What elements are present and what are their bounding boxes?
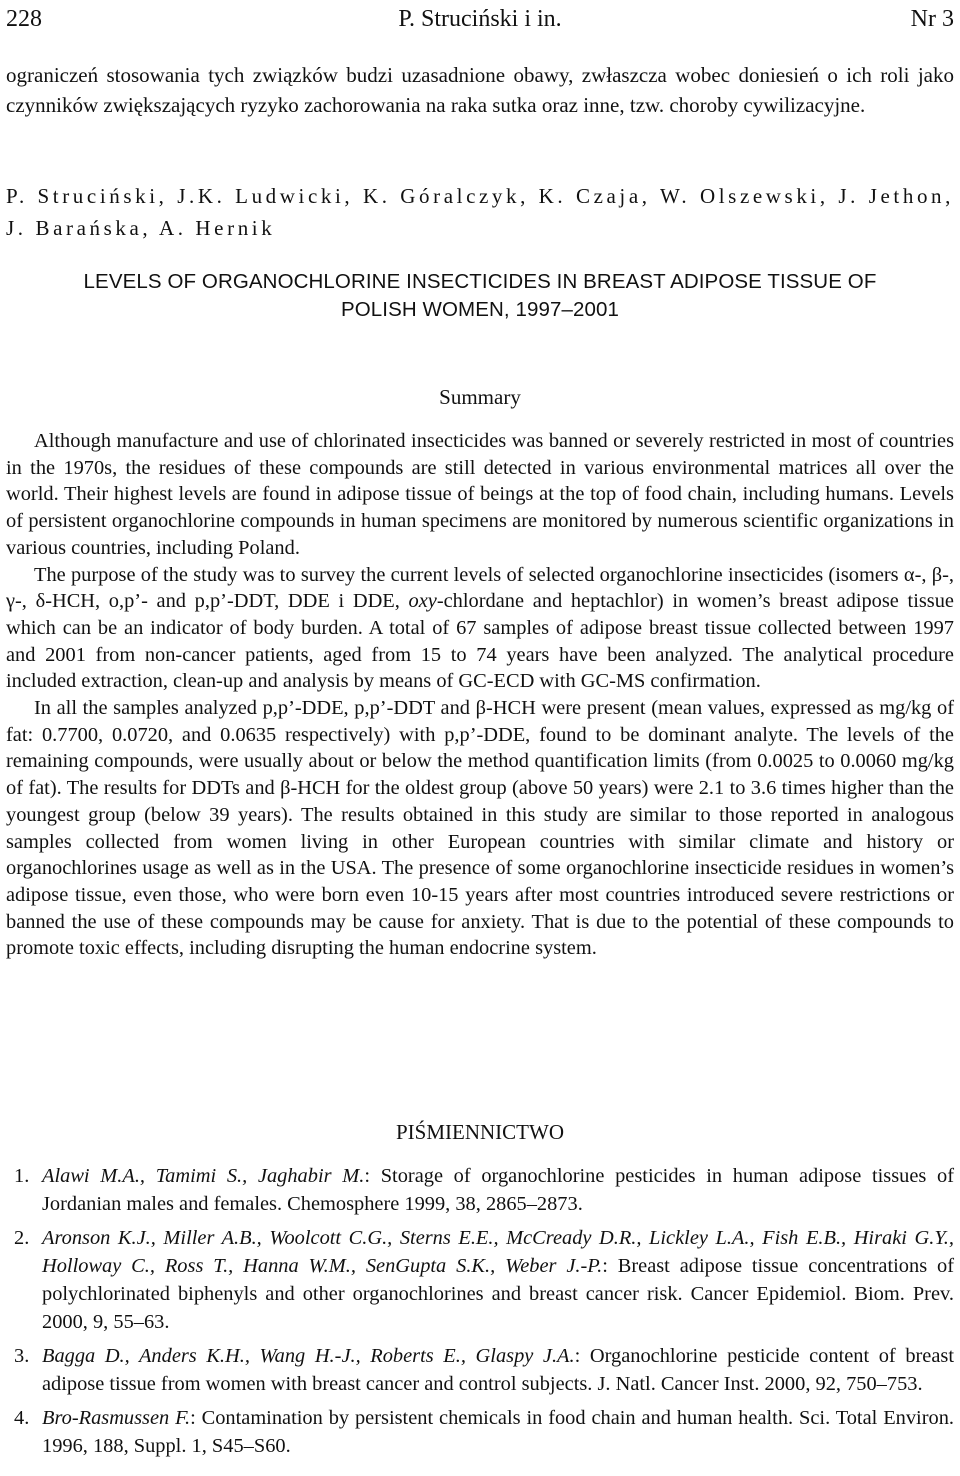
- title-line-1: LEVELS OF ORGANOCHLORINE INSECTICIDES IN BREAST ADIPOSE TISSUE OF: [83, 270, 877, 293]
- page-number: 228: [6, 6, 42, 32]
- summary-p2-start: The purpose of the study was to survey the current levels of selected organochlorine insecticides (isomers α-, β-, γ-, δ-HCH, o,p’- and p,p’-DDT, DDE i DDE,: [6, 563, 954, 613]
- summary-paragraph-2: [6, 562, 954, 696]
- reference-number: 3.: [14, 1345, 30, 1367]
- intro-paragraph: ograniczeń stosowania tych związków budzi uzasadnione obawy, zwłaszcza wobec doniesień o ich roli jako czynników zwiększających ryzyko zachorowania na raka sutka oraz inne, tzw. choroby cywilizacyjne.: [6, 63, 954, 117]
- running-title: P. Struciński i in.: [398, 6, 562, 32]
- reference-text: : Breast adipose tissue concentrations of polychlorinated biphenyls and other organochlorines and breast cancer risk. Cancer Epidemiol. Biom. Prev. 2000, 9, 55–63.: [42, 1255, 954, 1333]
- reference-number: 4.: [14, 1407, 30, 1429]
- reference-item: [6, 1162, 954, 1218]
- reference-text: : Organochlorine pesticide content of breast adipose tissue from women with breast cancer and control subjects. J. Natl. Cancer Inst. 2000, 92, 750–753.: [42, 1345, 955, 1395]
- page-header: [6, 2, 954, 36]
- reference-authors: Bagga D., Anders K.H., Wang H.-J., Roberts E., Glaspy J.A.: [42, 1345, 575, 1367]
- reference-item: [6, 1342, 954, 1398]
- summary-p2-end: -chlordane and heptachlor) in women’s breast adipose tissue which can be an indicator of body burden. A total of 67 samples of adipose breast tissue collected between 1997 and 2001 from non-cancer patients, aged from 15 to 74 years have been analyzed. The analytical procedure included extraction, clean-up and analysis by means of GC-ECD with GC-MS confirmation.: [6, 590, 954, 693]
- reference-item: [6, 1224, 954, 1336]
- reference-item: [6, 1404, 954, 1460]
- summary-heading: Summary: [439, 385, 521, 409]
- title-line-2: POLISH WOMEN, 1997–2001: [340, 298, 620, 321]
- reference-authors: Aronson K.J., Miller A.B., Woolcott C.G., Sterns E.E., McCready D.R., Lickley L.A., Fish E.B., Hiraki G.Y., Holloway C., Ross T., Hanna W.M., SenGupta S.K., Weber J.-P.: [42, 1227, 954, 1277]
- reference-list: [6, 1162, 954, 1466]
- author-list: P. Struciński, J.K. Ludwicki, K. Góralczyk, K. Czaja, W. Olszewski, J. Jethon, J. Barańska, A. Hernik: [6, 184, 954, 240]
- references-heading: PIŚMIENNICTWO: [396, 1120, 564, 1144]
- article-title: [0, 268, 960, 324]
- summary-body: [6, 428, 954, 962]
- summary-p2-oxy: oxy: [408, 590, 437, 613]
- reference-number: 1.: [14, 1165, 30, 1187]
- reference-text: : Contamination by persistent chemicals in food chain and human health. Sci. Total Environ. 1996, 188, Suppl. 1, S45–S60.: [42, 1407, 954, 1457]
- reference-authors: Bro-Rasmussen F.: [42, 1407, 191, 1429]
- reference-authors: Alawi M.A., Tamimi S., Jaghabir M.: [42, 1165, 365, 1187]
- reference-text: : Storage of organochlorine pesticides in human adipose tissues of Jordanian males and females. Chemosphere 1999, 38, 2865–2873.: [42, 1165, 955, 1215]
- reference-number: 2.: [14, 1227, 30, 1249]
- summary-paragraph-3: In all the samples analyzed p,p’-DDE, p,p’-DDT and β-HCH were present (mean values, expressed as mg/kg of fat: 0.7700, 0.0720, and 0.0635 respectively) with p,p’-DDE, found to be dominant analyte. The levels of the remaining compounds, were usually about or below the method quantification limits (from 0.0025 to 0.0060 mg/kg of fat). The results for DDTs and β-HCH for the oldest group (above 50 years) were 2.1 to 3.6 times higher than the youngest group (below 39 years). The results obtained in this study are similar to those reported in analogous samples collected from women living in other European countries with similar climate and history or organochlorines usage as well as in the USA. The presence of some organochlorine insecticide residues in women’s adipose tissue, even those, who were born even 10-15 years after most countries introduced severe restrictions or banned the use of these compounds may be cause for anxiety. That is due to the potential of these compounds to promote toxic effects, including disrupting the human endocrine system.: [6, 697, 954, 960]
- issue-number: Nr 3: [910, 6, 954, 32]
- summary-paragraph-1: Although manufacture and use of chlorinated insecticides was banned or severely restricted in most of countries in the 1970s, the residues of these compounds are still detected in various environmental matrices all over the world. Their highest levels are found in adipose tissue of beings at the top of food chain, including humans. Levels of persistent organochlorine compounds in human specimens are monitored by numerous scientific organizations in various countries, including Poland.: [6, 430, 954, 559]
